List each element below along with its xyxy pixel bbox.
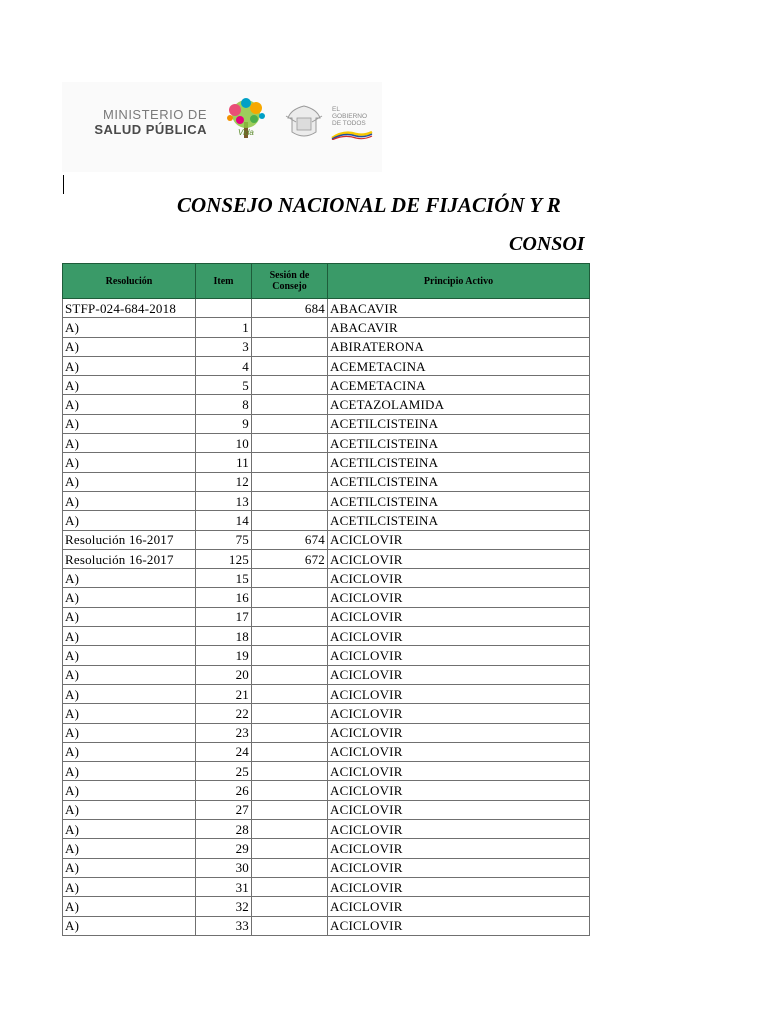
gobierno-line-3: DE TODOS bbox=[332, 120, 366, 127]
table-row bbox=[63, 569, 590, 588]
cell-principio: ACICLOVIR bbox=[328, 742, 590, 761]
cell-item: 75 bbox=[196, 530, 252, 549]
cell-item: 125 bbox=[196, 549, 252, 568]
cell-sesion bbox=[252, 858, 328, 877]
cell-resolucion: A) bbox=[63, 646, 196, 665]
cell-item: 9 bbox=[196, 414, 252, 433]
table-row bbox=[63, 511, 590, 530]
cell-principio: ACICLOVIR bbox=[328, 781, 590, 800]
cell-resolucion: A) bbox=[63, 781, 196, 800]
cell-item: 5 bbox=[196, 376, 252, 395]
table-row bbox=[63, 800, 590, 819]
cell-resolucion: A) bbox=[63, 762, 196, 781]
cell-item: 16 bbox=[196, 588, 252, 607]
cell-principio: ACICLOVIR bbox=[328, 897, 590, 916]
cell-sesion bbox=[252, 877, 328, 896]
cell-sesion bbox=[252, 472, 328, 491]
cell-item: 23 bbox=[196, 723, 252, 742]
cell-principio: ACICLOVIR bbox=[328, 762, 590, 781]
cell-sesion: 684 bbox=[252, 299, 328, 318]
cell-sesion bbox=[252, 684, 328, 703]
table-row bbox=[63, 820, 590, 839]
table-row bbox=[63, 376, 590, 395]
cell-sesion bbox=[252, 395, 328, 414]
cell-principio: ACICLOVIR bbox=[328, 569, 590, 588]
cell-principio: ACETILCISTEINA bbox=[328, 434, 590, 453]
cell-resolucion: A) bbox=[63, 356, 196, 375]
cell-sesion bbox=[252, 453, 328, 472]
cell-resolucion: A) bbox=[63, 839, 196, 858]
cell-sesion bbox=[252, 376, 328, 395]
vida-logo-text: Vida bbox=[238, 128, 254, 137]
cell-sesion bbox=[252, 588, 328, 607]
cell-resolucion: A) bbox=[63, 318, 196, 337]
cell-principio: ACICLOVIR bbox=[328, 723, 590, 742]
cell-sesion bbox=[252, 897, 328, 916]
gobierno-line-2: GOBIERNO bbox=[332, 113, 368, 120]
cell-item: 18 bbox=[196, 627, 252, 646]
gobierno-line-1: EL bbox=[332, 106, 340, 113]
table-row bbox=[63, 916, 590, 935]
cell-resolucion: A) bbox=[63, 877, 196, 896]
cell-resolucion: A) bbox=[63, 434, 196, 453]
cell-resolucion: STFP-024-684-2018 bbox=[63, 299, 196, 318]
column-header-item: Item bbox=[196, 264, 252, 299]
logo-banner bbox=[62, 82, 382, 172]
table-row bbox=[63, 472, 590, 491]
cell-resolucion: A) bbox=[63, 588, 196, 607]
cell-resolucion: A) bbox=[63, 742, 196, 761]
cell-item: 22 bbox=[196, 704, 252, 723]
cell-principio: ACICLOVIR bbox=[328, 530, 590, 549]
cell-sesion: 674 bbox=[252, 530, 328, 549]
cell-sesion bbox=[252, 800, 328, 819]
cell-item: 32 bbox=[196, 897, 252, 916]
cell-sesion bbox=[252, 665, 328, 684]
cell-item bbox=[196, 299, 252, 318]
cell-principio: ACICLOVIR bbox=[328, 549, 590, 568]
cell-item: 21 bbox=[196, 684, 252, 703]
cell-resolucion: A) bbox=[63, 511, 196, 530]
table-row bbox=[63, 897, 590, 916]
cell-item: 28 bbox=[196, 820, 252, 839]
table-row bbox=[63, 395, 590, 414]
cell-principio: ACEMETACINA bbox=[328, 376, 590, 395]
cell-item: 25 bbox=[196, 762, 252, 781]
table-row bbox=[63, 704, 590, 723]
cell-resolucion: A) bbox=[63, 897, 196, 916]
cell-sesion bbox=[252, 781, 328, 800]
cell-sesion: 672 bbox=[252, 549, 328, 568]
cell-resolucion: Resolución 16-2017 bbox=[63, 549, 196, 568]
column-header-resolucion: Resolución bbox=[63, 264, 196, 299]
cell-sesion bbox=[252, 414, 328, 433]
cell-principio: ACICLOVIR bbox=[328, 646, 590, 665]
cell-sesion bbox=[252, 356, 328, 375]
cell-item: 15 bbox=[196, 569, 252, 588]
cell-item: 31 bbox=[196, 877, 252, 896]
table-body bbox=[63, 299, 590, 936]
table-row bbox=[63, 414, 590, 433]
cell-item: 33 bbox=[196, 916, 252, 935]
cell-sesion bbox=[252, 839, 328, 858]
flag-stripes-icon bbox=[330, 130, 374, 140]
cell-item: 29 bbox=[196, 839, 252, 858]
cell-resolucion: A) bbox=[63, 820, 196, 839]
cell-sesion bbox=[252, 646, 328, 665]
cell-principio: ACICLOVIR bbox=[328, 916, 590, 935]
cell-item: 20 bbox=[196, 665, 252, 684]
medicines-table bbox=[62, 263, 590, 936]
table-row bbox=[63, 588, 590, 607]
table-row bbox=[63, 858, 590, 877]
cell-resolucion: A) bbox=[63, 491, 196, 510]
cell-sesion bbox=[252, 723, 328, 742]
cell-resolucion: A) bbox=[63, 800, 196, 819]
cell-sesion bbox=[252, 491, 328, 510]
cell-principio: ACETAZOLAMIDA bbox=[328, 395, 590, 414]
table-row bbox=[63, 762, 590, 781]
document-title-line2: CONSOI bbox=[509, 233, 585, 255]
cell-sesion bbox=[252, 511, 328, 530]
cell-item: 27 bbox=[196, 800, 252, 819]
cell-item: 26 bbox=[196, 781, 252, 800]
cell-item: 14 bbox=[196, 511, 252, 530]
cell-resolucion: A) bbox=[63, 414, 196, 433]
cell-item: 17 bbox=[196, 607, 252, 626]
cell-resolucion: A) bbox=[63, 723, 196, 742]
cell-sesion bbox=[252, 337, 328, 356]
table-row bbox=[63, 627, 590, 646]
table-row bbox=[63, 839, 590, 858]
cell-sesion bbox=[252, 607, 328, 626]
cell-resolucion: A) bbox=[63, 627, 196, 646]
cell-sesion bbox=[252, 434, 328, 453]
cell-resolucion: A) bbox=[63, 607, 196, 626]
table-row bbox=[63, 607, 590, 626]
ministry-logo bbox=[77, 108, 207, 138]
cell-resolucion: A) bbox=[63, 858, 196, 877]
cell-principio: ACETILCISTEINA bbox=[328, 491, 590, 510]
cell-principio: ABACAVIR bbox=[328, 299, 590, 318]
cell-resolucion: A) bbox=[63, 704, 196, 723]
cell-principio: ACICLOVIR bbox=[328, 800, 590, 819]
table-header-row bbox=[63, 264, 590, 299]
cell-resolucion: A) bbox=[63, 453, 196, 472]
cell-principio: ACICLOVIR bbox=[328, 627, 590, 646]
cell-item: 12 bbox=[196, 472, 252, 491]
cell-item: 30 bbox=[196, 858, 252, 877]
cell-sesion bbox=[252, 627, 328, 646]
table-row bbox=[63, 318, 590, 337]
cell-principio: ACEMETACINA bbox=[328, 356, 590, 375]
page-clip-mask bbox=[590, 180, 768, 260]
cell-resolucion: A) bbox=[63, 569, 196, 588]
cell-principio: ACETILCISTEINA bbox=[328, 511, 590, 530]
table-row bbox=[63, 337, 590, 356]
cell-principio: ACICLOVIR bbox=[328, 820, 590, 839]
table-row bbox=[63, 491, 590, 510]
table-row bbox=[63, 356, 590, 375]
table-row bbox=[63, 742, 590, 761]
table-row bbox=[63, 549, 590, 568]
cell-principio: ACETILCISTEINA bbox=[328, 472, 590, 491]
gobierno-logo bbox=[332, 106, 380, 127]
column-header-principio: Principio Activo bbox=[328, 264, 590, 299]
cell-sesion bbox=[252, 742, 328, 761]
cell-principio: ACICLOVIR bbox=[328, 877, 590, 896]
cell-resolucion: A) bbox=[63, 472, 196, 491]
cell-item: 10 bbox=[196, 434, 252, 453]
ministry-name-line1: MINISTERIO DE bbox=[102, 107, 207, 122]
cell-principio: ABACAVIR bbox=[328, 318, 590, 337]
cell-principio: ACICLOVIR bbox=[328, 665, 590, 684]
cell-resolucion: A) bbox=[63, 376, 196, 395]
cell-resolucion: A) bbox=[63, 665, 196, 684]
table-row bbox=[63, 530, 590, 549]
cell-item: 4 bbox=[196, 356, 252, 375]
table-row bbox=[63, 646, 590, 665]
cell-principio: ACICLOVIR bbox=[328, 684, 590, 703]
table-row bbox=[63, 684, 590, 703]
column-header-sesion: Sesión de Consejo bbox=[252, 264, 328, 299]
coat-of-arms-icon bbox=[282, 104, 326, 140]
table-row bbox=[63, 781, 590, 800]
cell-sesion bbox=[252, 762, 328, 781]
cell-item: 1 bbox=[196, 318, 252, 337]
cell-resolucion: Resolución 16-2017 bbox=[63, 530, 196, 549]
cell-sesion bbox=[252, 569, 328, 588]
table-row bbox=[63, 877, 590, 896]
cell-item: 13 bbox=[196, 491, 252, 510]
table-row bbox=[63, 665, 590, 684]
cell-item: 24 bbox=[196, 742, 252, 761]
table-row bbox=[63, 453, 590, 472]
cell-principio: ACETILCISTEINA bbox=[328, 453, 590, 472]
cell-resolucion: A) bbox=[63, 337, 196, 356]
cell-principio: ACICLOVIR bbox=[328, 858, 590, 877]
table-row bbox=[63, 299, 590, 318]
cell-principio: ACICLOVIR bbox=[328, 607, 590, 626]
cell-resolucion: A) bbox=[63, 395, 196, 414]
cell-resolucion: A) bbox=[63, 684, 196, 703]
cell-principio: ACICLOVIR bbox=[328, 588, 590, 607]
cell-sesion bbox=[252, 916, 328, 935]
cell-sesion bbox=[252, 318, 328, 337]
cell-sesion bbox=[252, 704, 328, 723]
cell-sesion bbox=[252, 820, 328, 839]
document-title-line1: CONSEJO NACIONAL DE FIJACIÓN Y R bbox=[177, 193, 561, 217]
cell-resolucion: A) bbox=[63, 916, 196, 935]
table-row bbox=[63, 434, 590, 453]
ministry-name-line2: SALUD PÚBLICA bbox=[94, 122, 207, 137]
cell-principio: ACICLOVIR bbox=[328, 704, 590, 723]
cell-principio: ABIRATERONA bbox=[328, 337, 590, 356]
cell-item: 19 bbox=[196, 646, 252, 665]
cell-principio: ACICLOVIR bbox=[328, 839, 590, 858]
cell-principio: ACETILCISTEINA bbox=[328, 414, 590, 433]
text-cursor bbox=[63, 175, 64, 194]
cell-item: 11 bbox=[196, 453, 252, 472]
cell-item: 3 bbox=[196, 337, 252, 356]
cell-item: 8 bbox=[196, 395, 252, 414]
table-row bbox=[63, 723, 590, 742]
